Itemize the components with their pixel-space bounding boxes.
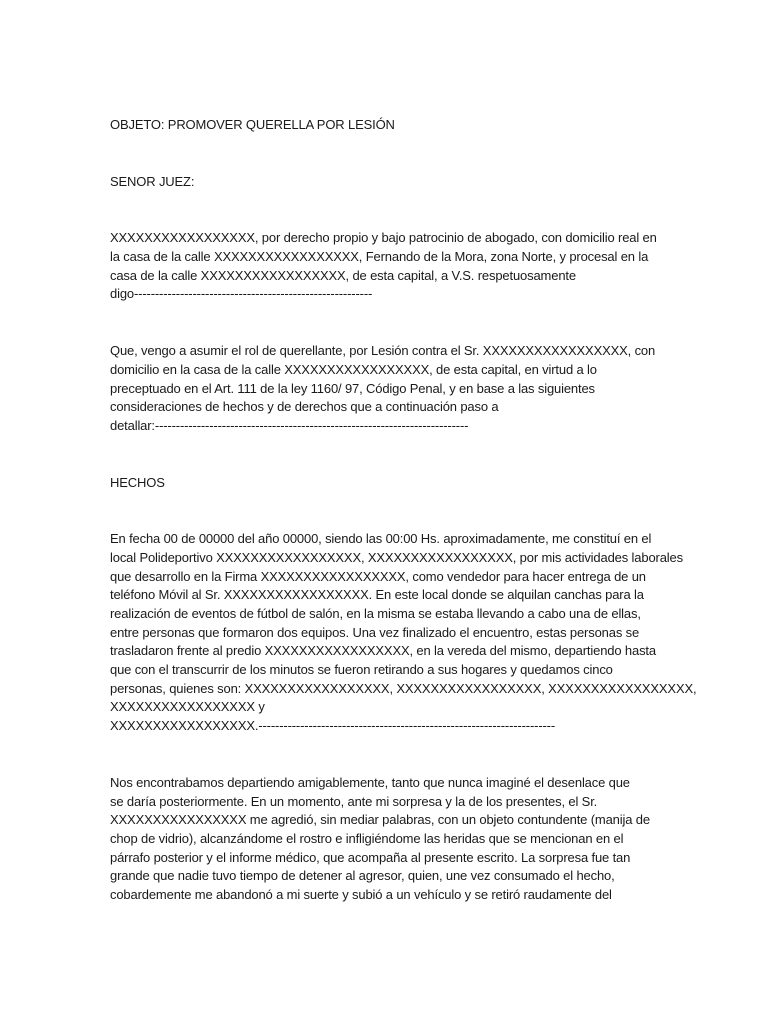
- paragraph-line: casa de la calle XXXXXXXXXXXXXXXXX, de esta capital, a V.S. respetuosamente: [110, 267, 576, 283]
- paragraph-line: realización de eventos de fútbol de salón, en la misma se estaba llevando a cabo una de ellas,: [110, 606, 641, 621]
- paragraph-line: teléfono Móvil al Sr. XXXXXXXXXXXXXXXXX. En este local donde se alquilan canchas para la: [110, 587, 644, 603]
- spacer: [110, 304, 666, 342]
- paragraph-line: chop de vidrio), alcanzándome el rostro e infligiéndome las heridas que se mencionan en el: [110, 830, 624, 846]
- paragraph-line: se daría posteriormente. En un momento, ante mi sorpresa y la de los presentes, el Sr.: [110, 793, 598, 809]
- paragraph-line: trasladaron frente al predio XXXXXXXXXXXXXXXXX, en la vereda del mismo, departiendo hasta: [110, 643, 656, 659]
- spacer: [110, 135, 666, 173]
- object-heading: OBJETO: PROMOVER QUERELLA POR LESIÓN: [110, 117, 395, 132]
- spacer: [110, 191, 666, 229]
- paragraph-line: XXXXXXXXXXXXXXXX me agredió, sin mediar palabras, con un objeto contundente (manija de: [110, 812, 650, 828]
- paragraph-line: párrafo posterior y el informe médico, que acompaña al presente escrito. La sorpresa fue tan: [110, 849, 631, 865]
- paragraph-line: Nos encontrabamos departiendo amigablemente, tanto que nunca imaginé el desenlace que: [110, 774, 630, 790]
- paragraph-line: la casa de la calle XXXXXXXXXXXXXXXXX, Fernando de la Mora, zona Norte, y procesal en la: [110, 249, 649, 265]
- paragraph-hechos: [110, 530, 697, 736]
- paragraph-line: detallar:---------------------------------------------------------------------------: [110, 417, 469, 433]
- salutation: SENOR JUEZ:: [110, 173, 195, 189]
- spacer: [110, 736, 666, 774]
- paragraph-line: grande que nadie tuvo tiempo de detener al agresor, quien, une vez consumado el hecho,: [110, 868, 615, 884]
- document-body: [110, 116, 697, 905]
- paragraph-line: personas, quienes son: XXXXXXXXXXXXXXXXX, XXXXXXXXXXXXXXXXX, XXXXXXXXXXXXXXXXX,: [110, 680, 697, 696]
- paragraph-line: que con el transcurrir de los minutos se fueron retirando a sus hogares y quedamos cinco: [110, 662, 613, 678]
- paragraph-line: consideraciones de hechos y de derechos que a continuación paso a: [110, 399, 499, 415]
- paragraph-line: digo---------------------------------------------------------: [110, 286, 373, 302]
- paragraph-line: local Polideportivo XXXXXXXXXXXXXXXXX, XXXXXXXXXXXXXXXXX, por mis actividades laborales: [110, 549, 683, 565]
- paragraph-line: XXXXXXXXXXXXXXXXX, por derecho propio y bajo patrocinio de abogado, con domicilio real en: [110, 230, 657, 246]
- spacer: [110, 436, 666, 474]
- paragraph-agresion: [110, 774, 666, 905]
- paragraph-line: XXXXXXXXXXXXXXXXX.-----------------------------------------------------------------------: [110, 718, 556, 734]
- paragraph-line: XXXXXXXXXXXXXXXXX y: [110, 699, 265, 715]
- paragraph-line: que desarrollo en la Firma XXXXXXXXXXXXXXXXX, como vendedor para hacer entrega de un: [110, 568, 646, 584]
- spacer: [110, 492, 666, 530]
- paragraph-intro: [110, 229, 666, 304]
- paragraph-line: En fecha 00 de 00000 del año 00000, siendo las 00:00 Hs. aproximadamente, me constituí en el: [110, 531, 652, 547]
- paragraph-line: cobardemente me abandonó a mi suerte y subió a un vehículo y se retiró raudamente del: [110, 886, 612, 902]
- paragraph-line: domicilio en la casa de la calle XXXXXXXXXXXXXXXXX, de esta capital, en virtud a lo: [110, 361, 597, 377]
- paragraph-line: Que, vengo a asumir el rol de querellante, por Lesión contra el Sr. XXXXXXXXXXXXXXXXX, con: [110, 343, 656, 359]
- paragraph-line: preceptuado en el Art. 111 de la ley 1160/ 97, Código Penal, y en base a las siguientes: [110, 380, 595, 396]
- section-heading-hechos: HECHOS: [110, 474, 165, 490]
- paragraph-line: entre personas que formaron dos equipos. Una vez finalizado el encuentro, estas personas se: [110, 624, 640, 640]
- paragraph-querella: [110, 342, 666, 435]
